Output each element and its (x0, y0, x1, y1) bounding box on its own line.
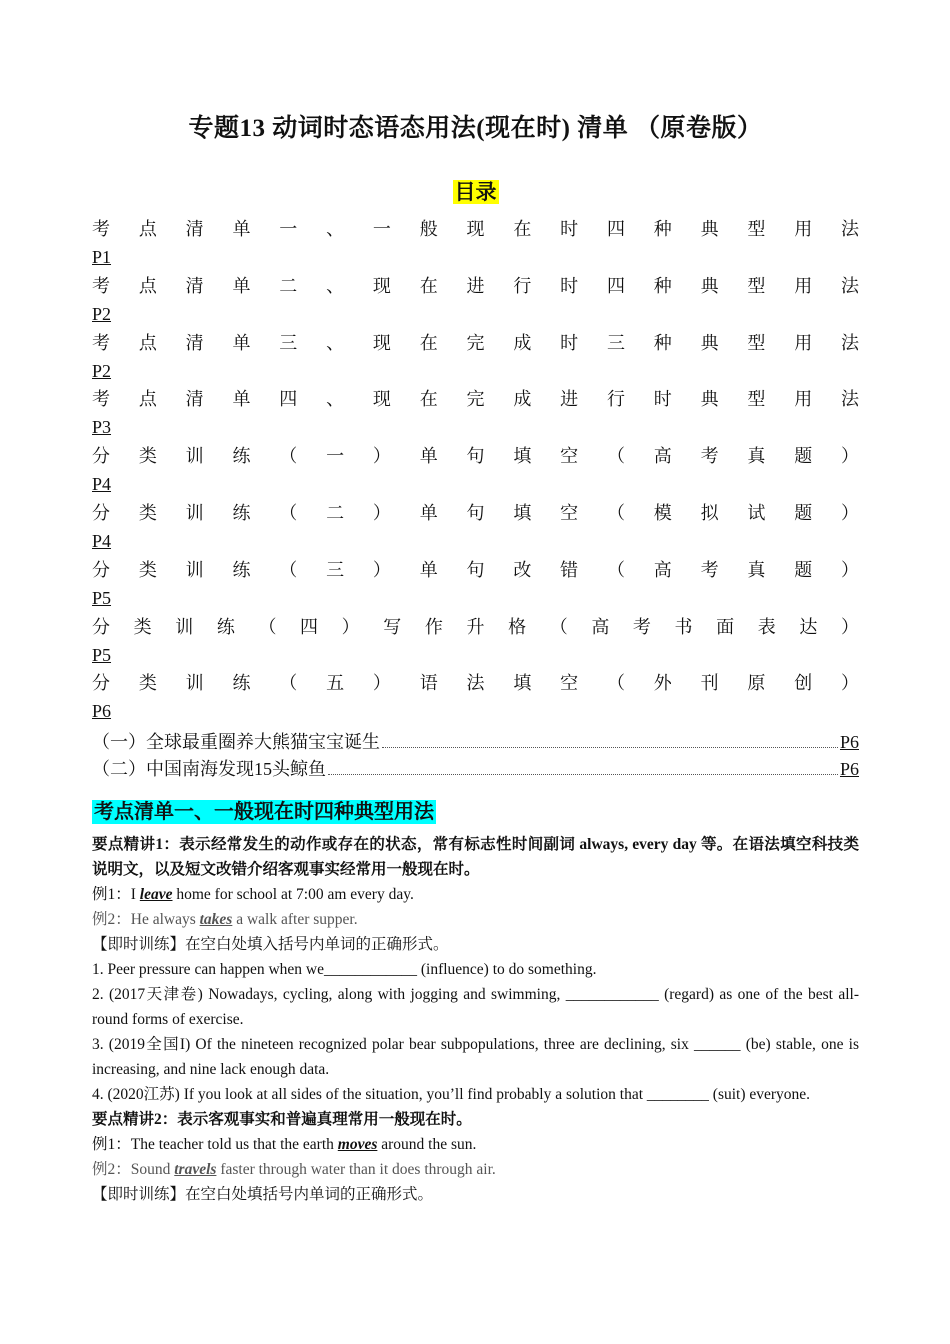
toc-char: 单 (232, 219, 251, 239)
toc-char: 典 (700, 332, 719, 353)
toc-leader-dots (382, 727, 838, 748)
toc-char: 进 (466, 275, 485, 296)
toc-char: 题 (794, 446, 813, 467)
toc-char: 书 (674, 616, 693, 637)
toc-page-link[interactable]: P4 (92, 530, 112, 551)
toc-char: （ (606, 446, 625, 467)
toc-char: 写 (383, 616, 402, 637)
toc-char: 练 (216, 616, 235, 637)
toc-char: 填 (513, 446, 532, 467)
toc-char: 清 (185, 219, 204, 239)
toc-char: 四 (606, 275, 625, 296)
toc-char: 句 (466, 502, 485, 523)
toc-char: 在 (419, 275, 438, 296)
toc-char: 现 (372, 275, 391, 296)
toc-char: 型 (747, 219, 766, 239)
example-text: 例1：I (92, 886, 140, 903)
section-heading-text: 考点清单一、一般现在时四种典型用法 (94, 801, 434, 823)
toc-entry[interactable] (92, 272, 859, 329)
toc-char: 单 (232, 275, 251, 296)
toc-char: 种 (653, 275, 672, 296)
exercise-item: 3. (2019全国I) Of the nineteen recognized polar bear subpopulations, three are declining, six ______ (be) stable, one is increasing, and nine lack enough data. (92, 1036, 859, 1078)
example-answer: moves (337, 1136, 378, 1153)
toc-char: 外 (653, 673, 672, 694)
toc-char: 填 (513, 502, 532, 523)
toc-entry-title (92, 329, 859, 357)
toc-char: 一 (279, 219, 298, 239)
toc-char: 四 (279, 389, 298, 410)
toc-entry[interactable] (92, 499, 859, 556)
toc-char: 法 (841, 219, 859, 239)
toc-char: 类 (138, 446, 157, 467)
toc-char: 高 (653, 559, 672, 580)
toc-char: 考 (632, 616, 651, 637)
toc-entry[interactable] (92, 215, 859, 272)
drill-instruction: 【即时训练】在空白处填括号内单词的正确形式。 (92, 1186, 434, 1203)
toc-char: 在 (419, 332, 438, 353)
toc-char: 典 (700, 275, 719, 296)
exercise-item: 4. (2020江苏) If you look at all sides of the situation, you’ll find probably a solution that ________ (suit) everyone. (92, 1086, 811, 1103)
toc-char: 进 (560, 389, 579, 410)
toc-char: 训 (185, 673, 204, 694)
toc-char: 种 (653, 219, 672, 239)
key-point-2: 要点精讲2：表示客观事实和普遍真理常用一般现在时。 (92, 1111, 472, 1128)
toc-entry[interactable] (92, 669, 859, 726)
toc-char: 创 (794, 673, 813, 694)
toc-char: 时 (560, 219, 579, 239)
exercise-item: 1. Peer pressure can happen when we____________ (influence) to do something. (92, 961, 597, 978)
toc-sub-page[interactable]: P6 (839, 759, 859, 779)
toc-entry-title (92, 669, 859, 697)
toc-char: ） (841, 673, 859, 694)
toc-char: 用 (794, 389, 813, 410)
example-text: 例2：Sound (92, 1161, 175, 1178)
toc-char: ） (341, 616, 360, 637)
toc-char: 类 (138, 673, 157, 694)
example-answer: takes (199, 911, 233, 928)
toc-char: 典 (700, 219, 719, 239)
toc-char: 用 (794, 275, 813, 296)
toc-char: ） (841, 559, 859, 580)
document-title: 专题13 动词时态语态用法(现在时) 清单 （原卷版） (188, 115, 763, 142)
toc-char: 分 (92, 673, 110, 694)
example-4 (92, 1157, 859, 1182)
toc-char: 五 (326, 673, 345, 694)
toc-char: ） (372, 673, 391, 694)
toc-char: 格 (508, 616, 527, 637)
toc-char: （ (279, 502, 298, 523)
toc-char: 空 (560, 446, 579, 467)
toc-char: ） (841, 446, 859, 467)
toc-char: 用 (794, 332, 813, 353)
toc-char: 四 (300, 616, 319, 637)
toc-char: 三 (279, 332, 298, 353)
example-text: 例1：The teacher told us that the earth (92, 1136, 338, 1153)
toc-char: 分 (92, 446, 110, 467)
example-answer: travels (174, 1161, 217, 1178)
toc-char: 三 (326, 559, 345, 580)
toc-char: 高 (653, 446, 672, 467)
toc-page-link[interactable]: P6 (92, 701, 112, 722)
toc-char: 作 (424, 616, 443, 637)
toc-char: 四 (606, 219, 625, 239)
toc-heading (92, 176, 859, 206)
toc-char: 般 (419, 219, 438, 239)
toc-char: ） (372, 446, 391, 467)
key-point-1: 要点精讲1：表示经常发生的动作或存在的状态，常有标志性时间副词 always, every day 等。在语法填空科技类说明文，以及短文改错介绍客观事实经常用一般现在时。 (92, 836, 859, 878)
toc-entry[interactable] (92, 329, 859, 386)
toc-char: 改 (513, 559, 532, 580)
toc-char: 完 (466, 389, 485, 410)
toc-char: 三 (606, 332, 625, 353)
toc-char: 考 (700, 559, 719, 580)
toc-char: ） (840, 616, 859, 637)
toc-char: 、 (326, 219, 345, 239)
toc-char: 现 (372, 389, 391, 410)
toc-char: 考 (92, 275, 110, 296)
toc-leader-dots (328, 754, 838, 775)
toc-char: ） (372, 559, 391, 580)
toc-char: 一 (372, 219, 391, 239)
toc-char: （ (279, 446, 298, 467)
toc-char: 法 (466, 673, 485, 694)
toc-page-link[interactable]: P3 (92, 417, 112, 438)
example-text: faster through water than it does through air. (216, 1161, 496, 1178)
toc-char: （ (606, 673, 625, 694)
toc-char: 、 (326, 332, 345, 353)
toc-char: 种 (653, 332, 672, 353)
toc-entry-title (92, 499, 859, 527)
example-2 (92, 907, 859, 932)
toc-char: 点 (138, 275, 157, 296)
toc-char: 用 (794, 219, 813, 239)
toc-char: 空 (560, 673, 579, 694)
toc-char: 现 (372, 332, 391, 353)
toc-char: 二 (326, 502, 345, 523)
toc-char: 考 (92, 389, 110, 410)
toc-char: 拟 (700, 502, 719, 523)
toc-char: 句 (466, 446, 485, 467)
toc-char: 点 (138, 332, 157, 353)
example-text: around the sun. (377, 1136, 477, 1153)
example-3 (92, 1132, 859, 1157)
toc-char: 一 (326, 446, 345, 467)
toc-char: 单 (232, 332, 251, 353)
toc-char: 空 (560, 502, 579, 523)
drill-instruction: 【即时训练】在空白处填入括号内单词的正确形式。 (92, 936, 449, 953)
toc-subsection-list (92, 727, 859, 781)
exercise-item: 2. (2017天津卷) Nowadays, cycling, along with jogging and swimming, ____________ (regard) as one of the best all-round forms of exercise. (92, 986, 859, 1028)
toc-char: （ (606, 559, 625, 580)
toc-char: 成 (513, 332, 532, 353)
toc-char: 原 (747, 673, 766, 694)
toc-sub-entry[interactable] (92, 727, 859, 754)
toc-char: 高 (591, 616, 610, 637)
toc-entry[interactable] (92, 385, 859, 442)
toc-char: 考 (92, 219, 110, 239)
toc-char: 训 (185, 446, 204, 467)
toc-page-link[interactable]: P1 (92, 247, 112, 267)
toc-char: 分 (92, 616, 110, 637)
toc-char: 点 (138, 389, 157, 410)
section-body (92, 832, 859, 1207)
toc-entry-title (92, 442, 859, 470)
toc-char: 训 (175, 616, 194, 637)
toc-char: 类 (138, 559, 157, 580)
toc-char: （ (279, 673, 298, 694)
toc-char: ） (372, 502, 391, 523)
toc-char: 填 (513, 673, 532, 694)
toc-char: 清 (185, 332, 204, 353)
toc-sub-page[interactable]: P6 (839, 732, 859, 752)
toc-entry[interactable] (92, 613, 859, 670)
toc-page-link[interactable]: P5 (92, 644, 112, 665)
toc-page-link[interactable]: P2 (92, 360, 112, 381)
toc-char: 语 (419, 673, 438, 694)
toc-char: 模 (653, 502, 672, 523)
toc-entry-title (92, 556, 859, 584)
toc-char: （ (549, 616, 568, 637)
toc-char: 练 (232, 502, 251, 523)
toc-char: 达 (799, 616, 818, 637)
toc-char: 完 (466, 332, 485, 353)
toc-sub-entry[interactable] (92, 754, 859, 781)
toc-sub-label: （二）中国南海发现15头鲸鱼 (92, 759, 326, 779)
toc-char: 在 (419, 389, 438, 410)
toc-char: 单 (419, 446, 438, 467)
section-heading (92, 795, 436, 824)
toc-char: 单 (232, 389, 251, 410)
toc-char: 时 (653, 389, 672, 410)
toc-char: 二 (279, 275, 298, 296)
example-1 (92, 882, 859, 907)
toc-char: 面 (716, 616, 735, 637)
toc-char: 题 (794, 559, 813, 580)
toc-sub-label: （一）全球最重圈养大熊猫宝宝诞生 (92, 732, 380, 752)
toc-char: 清 (185, 389, 204, 410)
toc-char: 刊 (700, 673, 719, 694)
toc-char: 法 (841, 275, 859, 296)
toc-page-link[interactable]: P4 (92, 474, 112, 495)
toc-char: 考 (700, 446, 719, 467)
table-of-contents (92, 215, 859, 726)
toc-entry-title (92, 272, 859, 300)
toc-char: 时 (560, 332, 579, 353)
toc-entry-title (92, 385, 859, 413)
toc-char: 升 (466, 616, 485, 637)
toc-char: 题 (794, 502, 813, 523)
toc-char: 类 (138, 502, 157, 523)
toc-char: 成 (513, 389, 532, 410)
toc-char: 句 (466, 559, 485, 580)
toc-char: 分 (92, 502, 110, 523)
toc-char: 、 (326, 275, 345, 296)
toc-char: 行 (606, 389, 625, 410)
toc-char: 、 (326, 389, 345, 410)
toc-char: 表 (757, 616, 776, 637)
example-answer: leave (139, 886, 173, 903)
toc-char: 练 (232, 446, 251, 467)
toc-char: 时 (560, 275, 579, 296)
toc-char: 真 (747, 559, 766, 580)
toc-char: 真 (747, 446, 766, 467)
toc-char: 练 (232, 559, 251, 580)
toc-char: 点 (138, 219, 157, 239)
toc-char: 训 (185, 559, 204, 580)
toc-char: 型 (747, 332, 766, 353)
toc-char: （ (279, 559, 298, 580)
toc-char: 训 (185, 502, 204, 523)
toc-entry-title (92, 613, 859, 641)
toc-char: 型 (747, 389, 766, 410)
example-text: a walk after supper. (232, 911, 358, 928)
toc-char: 考 (92, 332, 110, 353)
toc-char: 单 (419, 559, 438, 580)
toc-char: 练 (232, 673, 251, 694)
toc-char: 典 (700, 389, 719, 410)
toc-entry[interactable] (92, 556, 859, 613)
toc-char: 试 (747, 502, 766, 523)
toc-char: 型 (747, 275, 766, 296)
toc-char: （ (258, 616, 277, 637)
toc-char: 在 (513, 219, 532, 239)
toc-char: 错 (560, 559, 579, 580)
toc-entry[interactable] (92, 442, 859, 499)
toc-char: ） (841, 502, 859, 523)
toc-char: 现 (466, 219, 485, 239)
toc-char: 清 (185, 275, 204, 296)
toc-char: 单 (419, 502, 438, 523)
toc-char: 类 (133, 616, 152, 637)
toc-char: 行 (513, 275, 532, 296)
toc-entry-title (92, 215, 859, 243)
toc-heading-text: 目录 (454, 180, 497, 204)
toc-char: （ (606, 502, 625, 523)
example-text: 例2：He always (92, 911, 200, 928)
toc-char: 分 (92, 559, 110, 580)
toc-page-link[interactable]: P5 (92, 587, 112, 608)
toc-page-link[interactable]: P2 (92, 303, 112, 324)
toc-char: 法 (841, 389, 859, 410)
example-text: home for school at 7:00 am every day. (172, 886, 414, 903)
toc-char: 法 (841, 332, 859, 353)
